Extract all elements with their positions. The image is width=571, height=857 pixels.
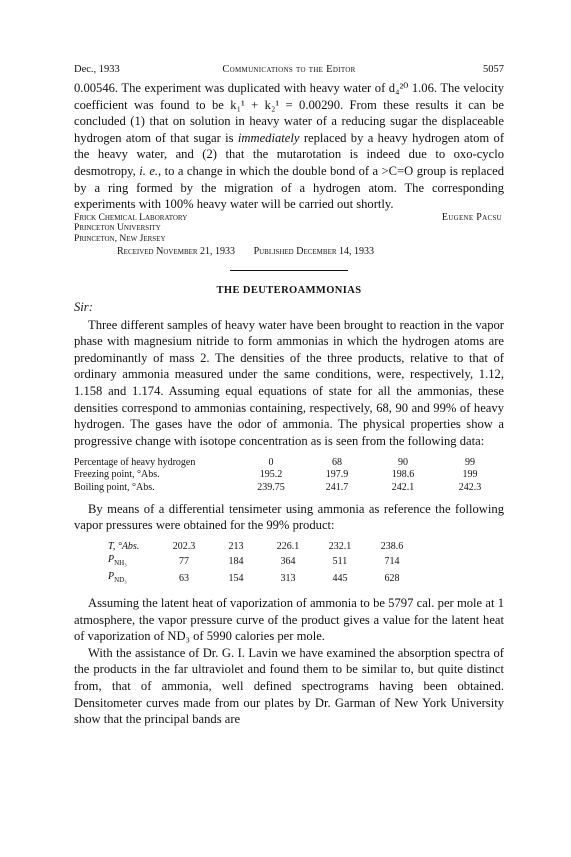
table-cell: 213 [228,541,244,553]
affiliation-line-3: Princeton, New Jersey [74,232,166,244]
table-cell: 238.6 [380,541,404,553]
table-row [108,570,418,587]
table-cell: 63 [179,573,189,585]
author-signature: Eugene Pacsu [441,211,502,223]
table-cell: 199 [462,469,478,481]
article-title: THE DEUTEROAMMONIAS [216,284,362,296]
row-label: $P_{NH_3}$ [108,554,127,568]
table-cell: 445 [332,573,348,585]
previous-article-paragraph: 0.00546. The experiment was duplicated with heavy water of d₄²⁰ 1.06. The velocity coefficient was found to be k₁¹ + k₂¹ = 0.00290. From these results it can be concluded (1) that on solution in heavy water of a reducing sugar the displaceable hydrogen atom of that sugar is immediately replaced by a heavy hydrogen atom of the heavy water, and (2) that the mutarotation is indeed due to oxo-cyclo desmotropy, i. e., to a change in which the double bond of a >C=O group is replaced by a ring formed by the migration of a hydrogen atom. The corresponding experiments with 100% heavy water will be carried out shortly. [74,81,505,212]
row-label: T, °Abs. [108,541,140,553]
table-cell: 184 [228,556,244,568]
physical-properties-table [74,457,504,494]
article-paragraph-3: Assuming the latent heat of vaporization of ammonia to be 5797 cal. per mole at 1 atmosphere, the vapor pressure curve of the product gives a value for the latent heat of vaporization of ND₃ of 5990 calories per mole. [74,596,504,644]
affiliation-line-2: Princeton University [74,222,161,234]
table-cell: 232.1 [328,541,352,553]
header-page-number: 5057 [483,64,504,75]
table-cell: 714 [384,556,400,568]
table-cell: 0 [268,457,274,469]
row-label: Freezing point, °Abs. [74,469,160,481]
affiliation-line-1: Frick Chemical Laboratory [74,211,188,223]
table-row [108,540,418,553]
table-cell: 313 [280,573,296,585]
author-affiliation [74,213,504,245]
table-row [108,553,418,570]
table-cell: 511 [332,556,348,568]
article-paragraph-4: With the assistance of Dr. G. I. Lavin we have examined the absorption spectra of the products in the far ultraviolet and found them to be similar to, but quite distinct from, that of ammonia, well defined spectrograms having been obtained. Densitometer curves made from our plates by Dr. Garman of New York University show that the principal bands are [74,645,504,727]
table-cell: 239.75 [257,481,285,493]
section-divider [230,270,348,271]
table-cell: 242.1 [391,481,415,493]
table-cell: 197.9 [325,469,349,481]
table-cell: 628 [384,573,400,585]
header-date: Dec., 1933 [74,64,120,75]
article-paragraph-1: Three different samples of heavy water have been brought to reaction in the vapor phase with magnesium nitride to form ammonias in which the hydrogen atoms are predominantly of mass 2. The densities of the three products, relative to that of ordinary ammonia measured under the same conditions, were, respectively, 1.12, 1.158 and 1.174. Assuming equal equations of state for all the ammonias, these densities correspond to ammonias containing, respectively, 68, 90 and 99% of heavy hydrogen. The gases have the odor of ammonia. The physical properties show a progressive change with isotope concentration as is seen from the following data: [74,317,504,448]
running-header [74,64,504,80]
table-cell: 364 [280,556,296,568]
article-paragraph-2: By means of a differential tensimeter using ammonia as reference the following vapor pressures were obtained for the 99% product: [74,501,504,533]
table-row [74,482,504,494]
header-section: Communications to the Editor [222,64,356,75]
vapor-pressure-table [108,540,418,587]
table-cell: 226.1 [276,541,300,553]
table-row [74,457,504,469]
table-cell: 77 [179,556,189,568]
table-cell: 242.3 [458,481,482,493]
table-cell: 202.3 [172,541,196,553]
received-published-line [117,246,504,257]
emphasis-ie: i. e., [139,163,162,178]
row-label: Percentage of heavy hydrogen [74,457,196,469]
table-cell: 195.2 [259,469,283,481]
table-cell: 154 [228,573,244,585]
received-date: Received November 21, 1933 [117,245,236,257]
table-cell: 68 [332,457,342,469]
row-label: $P_{ND_3}$ [108,571,127,585]
table-cell: 99 [465,457,475,469]
row-label: Boiling point, °Abs. [74,481,155,493]
journal-page [74,64,504,728]
table-row [74,469,504,481]
published-date: Published December 14, 1933 [253,245,375,257]
emphasis-immediately: immediately [237,130,300,145]
table-cell: 90 [398,457,408,469]
table-cell: 198.6 [391,469,415,481]
table-cell: 241.7 [325,481,349,493]
salutation: Sir: [74,299,93,314]
